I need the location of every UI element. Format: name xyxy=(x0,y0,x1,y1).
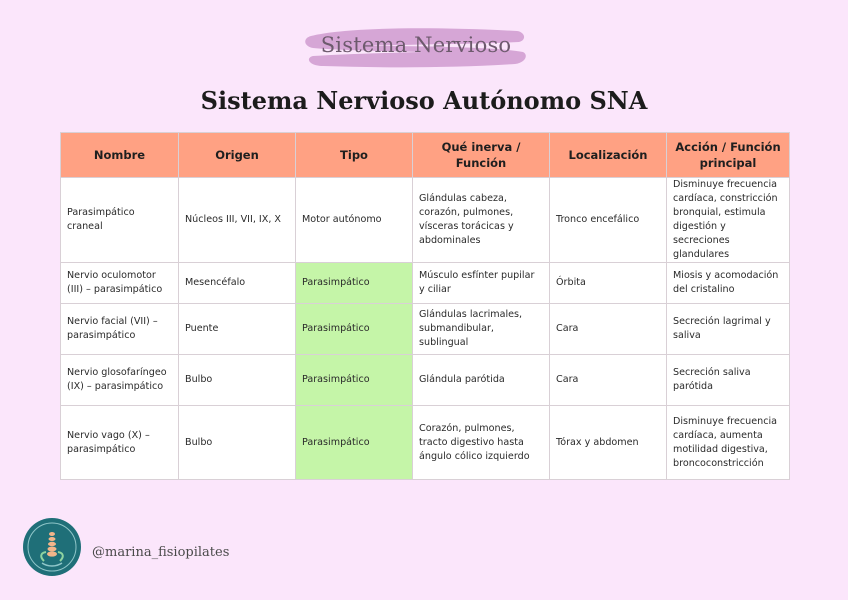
column-header-localizacion: Localización xyxy=(550,133,667,178)
cell-tipo: Parasimpático xyxy=(296,406,413,480)
badge-title: Sistema Nervioso xyxy=(320,33,512,57)
cell-accion: Miosis y acomodación del cristalino xyxy=(667,263,790,304)
cell-nombre: Nervio vago (X) – parasimpático xyxy=(61,406,179,480)
cell-tipo: Motor autónomo xyxy=(296,178,413,263)
cell-nombre: Nervio oculomotor (III) – parasimpático xyxy=(61,263,179,304)
sna-table xyxy=(60,132,790,480)
cell-origen: Bulbo xyxy=(179,355,296,406)
table-row xyxy=(61,304,790,355)
cell-localizacion: Tronco encefálico xyxy=(550,178,667,263)
cell-localizacion: Cara xyxy=(550,304,667,355)
cell-tipo: Parasimpático xyxy=(296,263,413,304)
cell-inerva: Glándulas lacrimales, submandibular, sublingual xyxy=(413,304,550,355)
cell-inerva: Glándulas cabeza, corazón, pulmones, vísceras torácicas y abdominales xyxy=(413,178,550,263)
cell-accion: Secreción saliva parótida xyxy=(667,355,790,406)
cell-inerva: Músculo esfínter pupilar y ciliar xyxy=(413,263,550,304)
cell-localizacion: Órbita xyxy=(550,263,667,304)
cell-localizacion: Cara xyxy=(550,355,667,406)
cell-tipo: Parasimpático xyxy=(296,355,413,406)
column-header-nombre: Nombre xyxy=(61,133,179,178)
cell-inerva: Corazón, pulmones, tracto digestivo hasta ángulo cólico izquierdo xyxy=(413,406,550,480)
cell-accion: Disminuye frecuencia cardíaca, aumenta motilidad digestiva, broncoconstricción xyxy=(667,406,790,480)
column-header-inerva: Qué inerva / Función xyxy=(413,133,550,178)
cell-nombre: Nervio glosofaríngeo (IX) – parasimpático xyxy=(61,355,179,406)
page-title: Sistema Nervioso Autónomo SNA xyxy=(200,86,648,115)
cell-origen: Mesencéfalo xyxy=(179,263,296,304)
cell-accion: Secreción lagrimal y saliva xyxy=(667,304,790,355)
social-handle: @marina_fisiopilates xyxy=(92,545,230,560)
table-row xyxy=(61,406,790,480)
table-header-row xyxy=(61,133,790,178)
table-row xyxy=(61,178,790,263)
column-header-tipo: Tipo xyxy=(296,133,413,178)
cell-origen: Núcleos III, VII, IX, X xyxy=(179,178,296,263)
column-header-origen: Origen xyxy=(179,133,296,178)
cell-tipo: Parasimpático xyxy=(296,304,413,355)
cell-nombre: Nervio facial (VII) – parasimpático xyxy=(61,304,179,355)
cell-origen: Puente xyxy=(179,304,296,355)
cell-nombre: Parasimpático craneal xyxy=(61,178,179,263)
cell-localizacion: Tórax y abdomen xyxy=(550,406,667,480)
spine-logo-icon xyxy=(22,517,82,577)
column-header-accion: Acción / Función principal xyxy=(667,133,790,178)
cell-inerva: Glándula parótida xyxy=(413,355,550,406)
table-row xyxy=(61,263,790,304)
table-row xyxy=(61,355,790,406)
cell-origen: Bulbo xyxy=(179,406,296,480)
cell-accion: Disminuye frecuencia cardíaca, constricción bronquial, estimula digestión y secreciones glandulares xyxy=(667,178,790,263)
